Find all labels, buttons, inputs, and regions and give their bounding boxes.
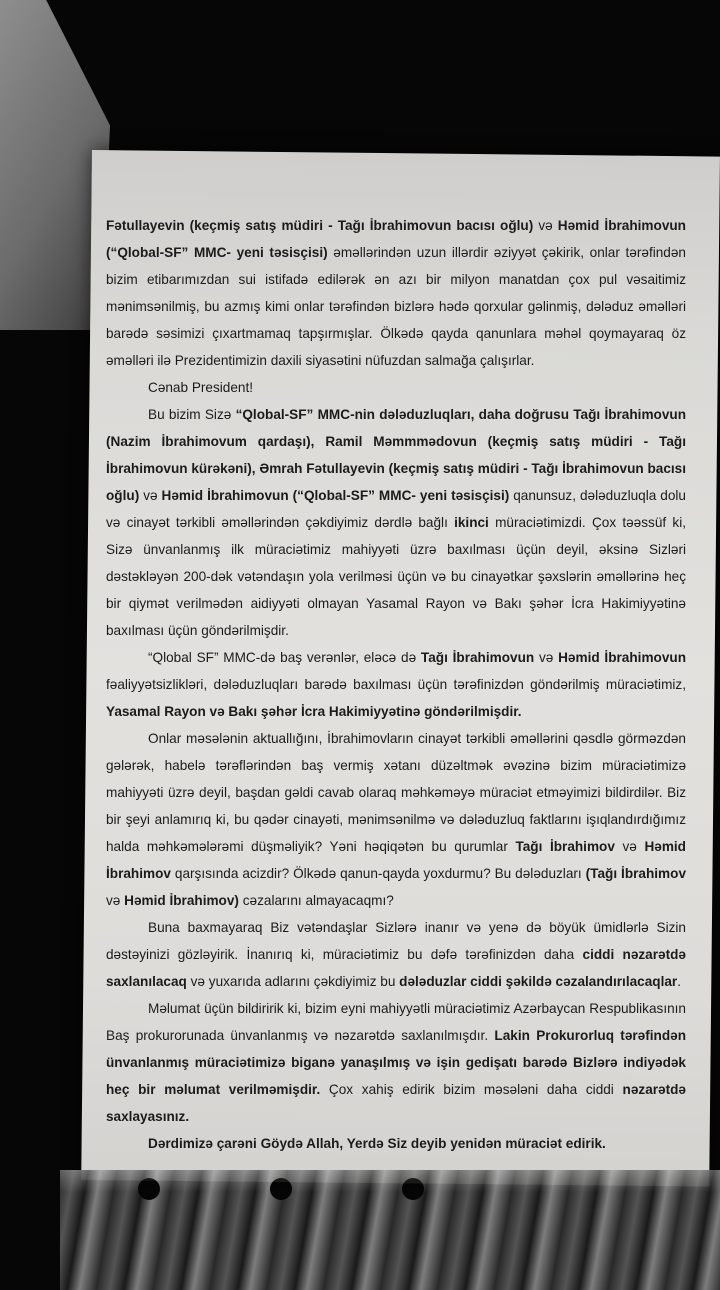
bold-text: Həmid İbrahimovun [558,650,686,665]
bold-text: Həmid İbrahimov) [124,893,239,908]
bold-text: nəzarətdə saxlayasınız. [106,1082,686,1124]
text: fəaliyyətsizlikləri, dələduzluqları barədə baxılması üçün tərəfinizdən göndərilmiş müraciətimiz, [106,677,686,692]
bold-text: ikinci [454,515,489,530]
bold-text: (Tağı İbrahimov [585,866,687,881]
text: . [677,974,681,989]
bold-text: Həmid İbrahimovun (“Qlobal-SF” MMC- yeni təsisçisi) [106,218,686,260]
punch-hole [138,1178,160,1200]
text: müraciətimizdi. Çox təəssüf ki, Sizə ünvanlanmış ilk müraciətimiz mahiyyəti üzrə baxılması üçün deyil, əksinə Sizləri dəstəkləyən 200-dək vətəndaşın yola verilməsi üçün və bu cinayətkar şəxslərin əməllərinə heç bir qiymət verilmədən aidiyyəti olmayan Yasamal Rayon və Bakı şəhər İcra Hakimiyyətinə baxılması üçün göndərilmişdir. [106,515,686,638]
paragraph [106,212,686,374]
text: qarşısında acizdir? Ölkədə qanun-qayda yoxdurmu? Bu dələduzları [170,866,586,881]
bold-text: Tağı İbrahimov [515,839,615,854]
text: Çox xahiş edirik bizim məsələni daha ciddi [320,1082,623,1097]
text: və [533,218,558,233]
text: və [106,893,125,908]
text: Cənab President! [148,380,254,395]
bold-text: Yasamal Rayon və Bakı şəhər İcra Hakimiyyətinə göndərilmişdir. [106,704,522,719]
paragraph [106,725,686,914]
bold-text: Tağı İbrahimovun [420,650,535,665]
paragraph [106,1130,686,1157]
text: “Qlobal SF” MMC-də baş verənlər, eləcə də [148,650,421,665]
bold-text: ciddi nəzarətdə saxlanılacaq [106,947,686,989]
bold-text: dələduzlar ciddi şəkildə cəzalandırılacaqlar [399,974,678,989]
document-text [106,212,686,1157]
bold-text: “Qlobal-SF” MMC-nin dələduzluqları, daha doğrusu Tağı İbrahimovun (Nazim İbrahimovum qardaşı), Ramil Məmmmədovun (keçmiş satış müdiri - Tağı İbrahimovun kürəkəni), Əmrah Fətullayevin (keçmiş satış müdiri - Tağı İbrahimovun bacısı oğlu) [106,407,687,503]
punch-hole [402,1178,424,1200]
plastic-sleeve [60,1170,720,1290]
text: Onlar məsələnin aktuallığını, İbrahimovların cinayət tərkibli əməllərini qəsdlə görməzdən gələrək, habelə tərəflərindən baş vermiş xətanı düzəltmək əvəzinə bizim müraciətimizə mahiyyəti üzrə deyil, başdan gəldi cavab olaraq məhkəməyə müraciət etməyimizi bildirdilər. Biz bir şeyi anlamırıq ki, bu qədər cinayəti, mənimsənilmə və dələduzluq faktlarını işıqlandırdığımız halda məhkəmələrəmi düşməliyik? Yəni həqiqətən bu qurumlar [106,731,686,854]
punch-hole [270,1178,292,1200]
text: və [614,839,645,854]
paragraph [106,401,686,644]
text: qanunsuz, dələduzluqla dolu və cinayət tərkibli əməllərindən çəkdiyimiz dərdlə bağlı [106,488,686,530]
text: Bu bizim Sizə [148,407,236,422]
bold-text: Fətullayevin (keçmiş satış müdiri - Tağı İbrahimovun bacısı oğlu) [106,218,534,233]
paragraph [106,644,686,725]
bold-text: Lakin Prokurorluq tərəfindən ünvanlanmış müraciətimizə biganə yanaşılmış və işin gedişatı barədə Bizlərə indiyədək heç bir məlumat verilməmişdir. [106,1028,687,1097]
paragraph [106,995,686,1130]
text: və [139,488,162,503]
paragraph [106,374,686,401]
text: cəzalarını almayacaqmı? [238,893,394,908]
bold-text: Həmid İbrahimovun (“Qlobal-SF” MMC- yeni təsisçisi) [161,488,510,503]
paragraph [106,914,686,995]
text: və [534,650,559,665]
bold-text: Dərdimizə çarəni Göydə Allah, Yerdə Siz deyib yenidən müraciət edirik. [148,1136,606,1151]
text: Buna baxmayaraq Biz vətəndaşlar Sizlərə inanır və yenə də böyük ümidlərlə Sizin dəstəyinizi gözləyirik. İnanırıq ki, müraciətimiz bu dəfə tərəfinizdən daha [106,920,686,962]
text: və yuxarıda adlarını çəkdiyimiz bu [186,974,400,989]
text: əməllərindən uzun illərdir əziyyət çəkirik, onlar tərəfindən bizim etibarımızdan sui istifadə edilərək ən azı bir milyon manatdan çox pul vəsaitimiz mənimsənilmiş, bu azmış kimi onlar tərəfindən bizlərə hədə qorxular gəlinmiş, dələduz əməlləri barədə səsimizi çıxartmamaq tapşırmışlar. Ölkədə qayda qanunlara məhəl qoymayaraq öz əməlləri ilə Prezidentimizin daxili siyasətini nüfuzdan salmağa çalışırlar. [106,245,686,368]
text: Məlumat üçün bildiririk ki, bizim eyni mahiyyətli müraciətimiz Azərbaycan Respublikasının Baş prokurorunada ünvanlanmış və nəzarətdə saxlanılmışdır. [106,1001,686,1043]
bold-text: Həmid İbrahimov [106,839,686,881]
